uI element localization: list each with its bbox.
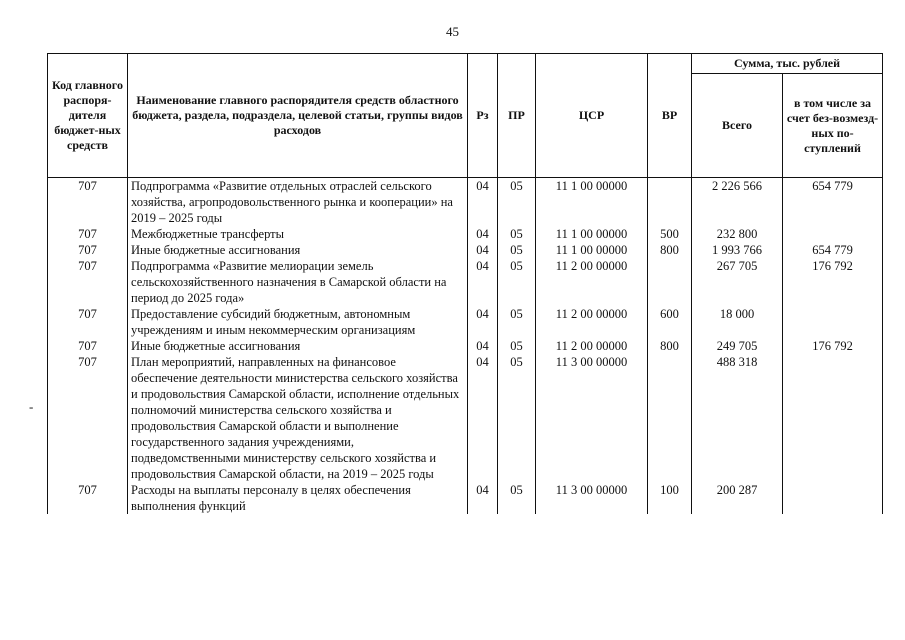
cell-pr: 05 — [498, 306, 536, 338]
cell-csr: 11 2 00 00000 — [536, 258, 648, 306]
cell-name: Подпрограмма «Развитие отдельных отраслей сельского хозяйства, агропродовольственного рынка и кооперации» на 2019 – 2025 годы — [128, 178, 468, 227]
cell-vr: 500 — [648, 226, 692, 242]
cell-rz: 04 — [468, 242, 498, 258]
cell-rz: 04 — [468, 258, 498, 306]
header-vr: ВР — [648, 54, 692, 178]
cell-gratuit: 176 792 — [783, 258, 883, 306]
table-row — [48, 226, 883, 242]
header-csr: ЦСР — [536, 54, 648, 178]
cell-name: Иные бюджетные ассигнования — [128, 338, 468, 354]
table-row — [48, 306, 883, 338]
cell-pr: 05 — [498, 482, 536, 514]
cell-csr: 11 3 00 00000 — [536, 354, 648, 482]
cell-total: 488 318 — [692, 354, 783, 482]
cell-rz: 04 — [468, 226, 498, 242]
cell-code: 707 — [48, 306, 128, 338]
cell-code: 707 — [48, 178, 128, 227]
cell-rz: 04 — [468, 482, 498, 514]
cell-gratuit: 654 779 — [783, 242, 883, 258]
cell-total: 249 705 — [692, 338, 783, 354]
table-row — [48, 178, 883, 227]
table-row — [48, 258, 883, 306]
margin-mark: - — [29, 399, 34, 414]
header-code: Код главного распоря-дителя бюджет-ных средств — [48, 54, 128, 178]
table-row — [48, 338, 883, 354]
cell-total: 232 800 — [692, 226, 783, 242]
page-number: 45 — [446, 24, 459, 39]
cell-pr: 05 — [498, 178, 536, 227]
cell-code: 707 — [48, 482, 128, 514]
cell-rz: 04 — [468, 178, 498, 227]
cell-csr: 11 2 00 00000 — [536, 338, 648, 354]
header-total: Всего — [692, 74, 783, 178]
cell-csr: 11 1 00 00000 — [536, 226, 648, 242]
header-pr: ПР — [498, 54, 536, 178]
table-body — [48, 178, 883, 515]
table-row — [48, 354, 883, 482]
cell-pr: 05 — [498, 258, 536, 306]
cell-csr: 11 1 00 00000 — [536, 178, 648, 227]
cell-pr: 05 — [498, 226, 536, 242]
cell-name: Предоставление субсидий бюджетным, автономным учреждениям и иным некоммерческим организациям — [128, 306, 468, 338]
cell-vr: 600 — [648, 306, 692, 338]
cell-total: 267 705 — [692, 258, 783, 306]
cell-pr: 05 — [498, 338, 536, 354]
cell-name: План мероприятий, направленных на финансовое обеспечение деятельности министерства сельского хозяйства и продовольствия Самарской области, исполнение отдельных полномочий министерства сельского хозяйства и продовольствия Самарской области и выполнение государственного задания учреждениями, подведомственными министерству сельского хозяйства и продовольствия Самарской области, на 2019 – 2025 годы — [128, 354, 468, 482]
budget-table — [47, 53, 883, 514]
cell-gratuit — [783, 354, 883, 482]
cell-vr: 100 — [648, 482, 692, 514]
cell-gratuit: 654 779 — [783, 178, 883, 227]
cell-vr: 800 — [648, 338, 692, 354]
cell-total: 1 993 766 — [692, 242, 783, 258]
cell-code: 707 — [48, 338, 128, 354]
cell-code: 707 — [48, 242, 128, 258]
cell-csr: 11 3 00 00000 — [536, 482, 648, 514]
cell-code: 707 — [48, 354, 128, 482]
header-sum-group: Сумма, тыс. рублей — [692, 54, 883, 74]
cell-total: 200 287 — [692, 482, 783, 514]
cell-name: Подпрограмма «Развитие мелиорации земель сельскохозяйственного назначения в Самарской области на период до 2025 года» — [128, 258, 468, 306]
table-row — [48, 482, 883, 514]
cell-csr: 11 1 00 00000 — [536, 242, 648, 258]
header-gratuit: в том числе за счет без-возмезд-ных по-ступлений — [783, 74, 883, 178]
cell-vr — [648, 354, 692, 482]
cell-gratuit — [783, 306, 883, 338]
cell-vr: 800 — [648, 242, 692, 258]
cell-code: 707 — [48, 226, 128, 242]
table-header — [48, 54, 883, 178]
cell-gratuit: 176 792 — [783, 338, 883, 354]
cell-rz: 04 — [468, 338, 498, 354]
cell-total: 18 000 — [692, 306, 783, 338]
header-rz: Рз — [468, 54, 498, 178]
cell-code: 707 — [48, 258, 128, 306]
cell-rz: 04 — [468, 306, 498, 338]
cell-total: 2 226 566 — [692, 178, 783, 227]
table-row — [48, 242, 883, 258]
cell-pr: 05 — [498, 242, 536, 258]
cell-gratuit — [783, 482, 883, 514]
cell-rz: 04 — [468, 354, 498, 482]
cell-name: Межбюджетные трансферты — [128, 226, 468, 242]
cell-vr — [648, 178, 692, 227]
cell-csr: 11 2 00 00000 — [536, 306, 648, 338]
cell-pr: 05 — [498, 354, 536, 482]
cell-name: Расходы на выплаты персоналу в целях обеспечения выполнения функций — [128, 482, 468, 514]
header-name: Наименование главного распорядителя средств областного бюджета, раздела, подраздела, целевой статьи, группы видов расходов — [128, 54, 468, 178]
cell-vr — [648, 258, 692, 306]
cell-name: Иные бюджетные ассигнования — [128, 242, 468, 258]
cell-gratuit — [783, 226, 883, 242]
